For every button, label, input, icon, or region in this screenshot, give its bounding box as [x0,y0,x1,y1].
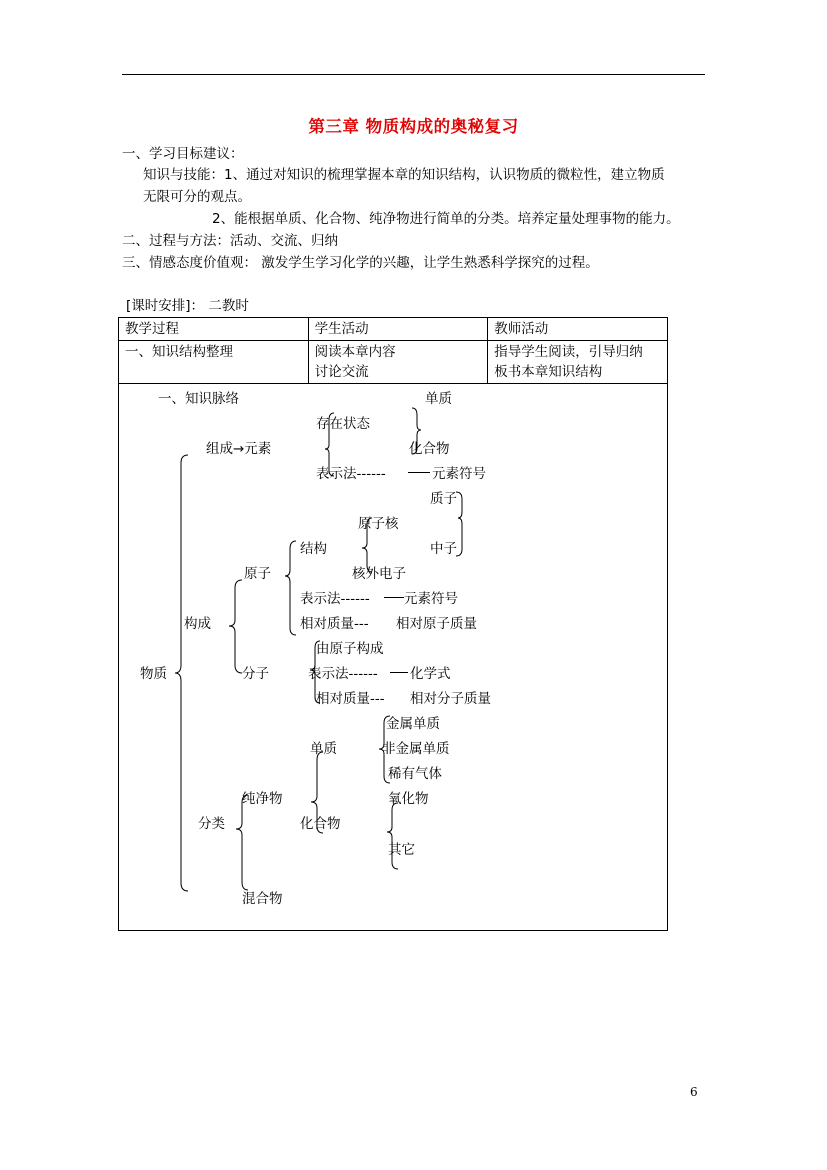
node-yanghuawu: 氧化物 [388,791,429,807]
node-yuanzi: 原子 [244,566,271,582]
dash-line-1 [408,472,430,473]
table-header-row [119,318,668,341]
node-zucheng-yuansu: 组成→元素 [206,441,272,457]
node-yuansu-fuhao-2: 元素符号 [404,591,458,607]
node-huaxueshi: 化学式 [410,666,451,682]
table-row [119,341,668,384]
page-title: 第三章 物质构成的奥秘复习 [308,117,519,136]
objective-emotion: 三、情感态度价值观： 激发学生学习化学的兴趣，让学生熟悉科学探究的过程。 [122,255,599,271]
lesson-table [118,317,668,384]
node-zhongzi: 中子 [430,541,457,557]
node-biaoshifa-3: 表示法------ [308,666,378,682]
header-student: 学生活动 [308,318,488,341]
header-rule [122,74,705,75]
node-xiyou-qiti: 稀有气体 [388,766,442,782]
node-biaoshifa-2: 表示法------ [300,591,370,607]
row-student: 阅读本章内容 讨论交流 [308,341,488,384]
objective-knowledge-2: 2、能根据单质、化合物、纯净物进行简单的分类。培养定量处理事物的能力。 [212,211,680,227]
node-huahewu-2: 化合物 [300,816,341,832]
page-number: 6 [690,1085,698,1099]
node-fenzi: 分子 [242,666,269,682]
header-process: 教学过程 [119,318,309,341]
objective-knowledge-line2: 无限可分的观点。 [143,189,251,205]
node-hewai-dianzi: 核外电子 [352,566,406,582]
node-goucheng: 构成 [184,616,211,632]
node-danzhi-2: 单质 [310,741,337,757]
header-teacher: 教师活动 [488,318,668,341]
node-hunhewu: 混合物 [242,891,283,907]
node-wuzhi: 物质 [140,666,167,682]
row-teacher: 指导学生阅读，引导归纳 板书本章知识结构 [488,341,668,384]
node-jiegou: 结构 [300,541,327,557]
node-qita: 其它 [388,842,415,858]
objective-knowledge-line1: 知识与技能：1、通过对知识的梳理掌握本章的知识结构，认识物质的微粒性，建立物质 [143,167,665,183]
node-xiangdui-fenzi-zhiliang: 相对分子质量 [410,691,491,707]
node-yuansu-fuhao-1: 元素符号 [432,466,486,482]
objectives-heading: 一、学习目标建议： [122,146,244,162]
node-xiangdui-zhiliang-2: 相对质量--- [316,691,385,707]
node-danzhi: 单质 [425,391,452,407]
dash-line-3 [390,672,408,673]
node-chunjingwu: 纯净物 [242,791,283,807]
node-biaoshifa-1: 表示法------ [316,466,386,482]
node-zhizi: 质子 [430,491,457,507]
node-yuanzihe: 原子核 [358,516,399,532]
diagram-heading: 一、知识脉络 [158,391,239,407]
node-feijinshu-danzhi: 非金属单质 [382,741,450,757]
dash-line-2 [384,597,404,598]
node-xiangdui-zhiliang-1: 相对质量--- [300,616,369,632]
node-cunzai-zhuangtai: 存在状态 [316,416,370,432]
node-fenlei: 分类 [198,816,225,832]
node-you-yuanzi-goucheng: 由原子构成 [316,641,384,657]
node-huahewu: 化合物 [409,441,450,457]
schedule: [课时安排]： 二教时 [126,298,249,314]
node-xiangdui-yuanzi-zhiliang: 相对原子质量 [396,616,477,632]
node-jinshu-danzhi: 金属单质 [386,716,440,732]
objective-process: 二、过程与方法：活动、交流、归纳 [122,233,338,249]
row-process: 一、知识结构整理 [119,341,309,384]
